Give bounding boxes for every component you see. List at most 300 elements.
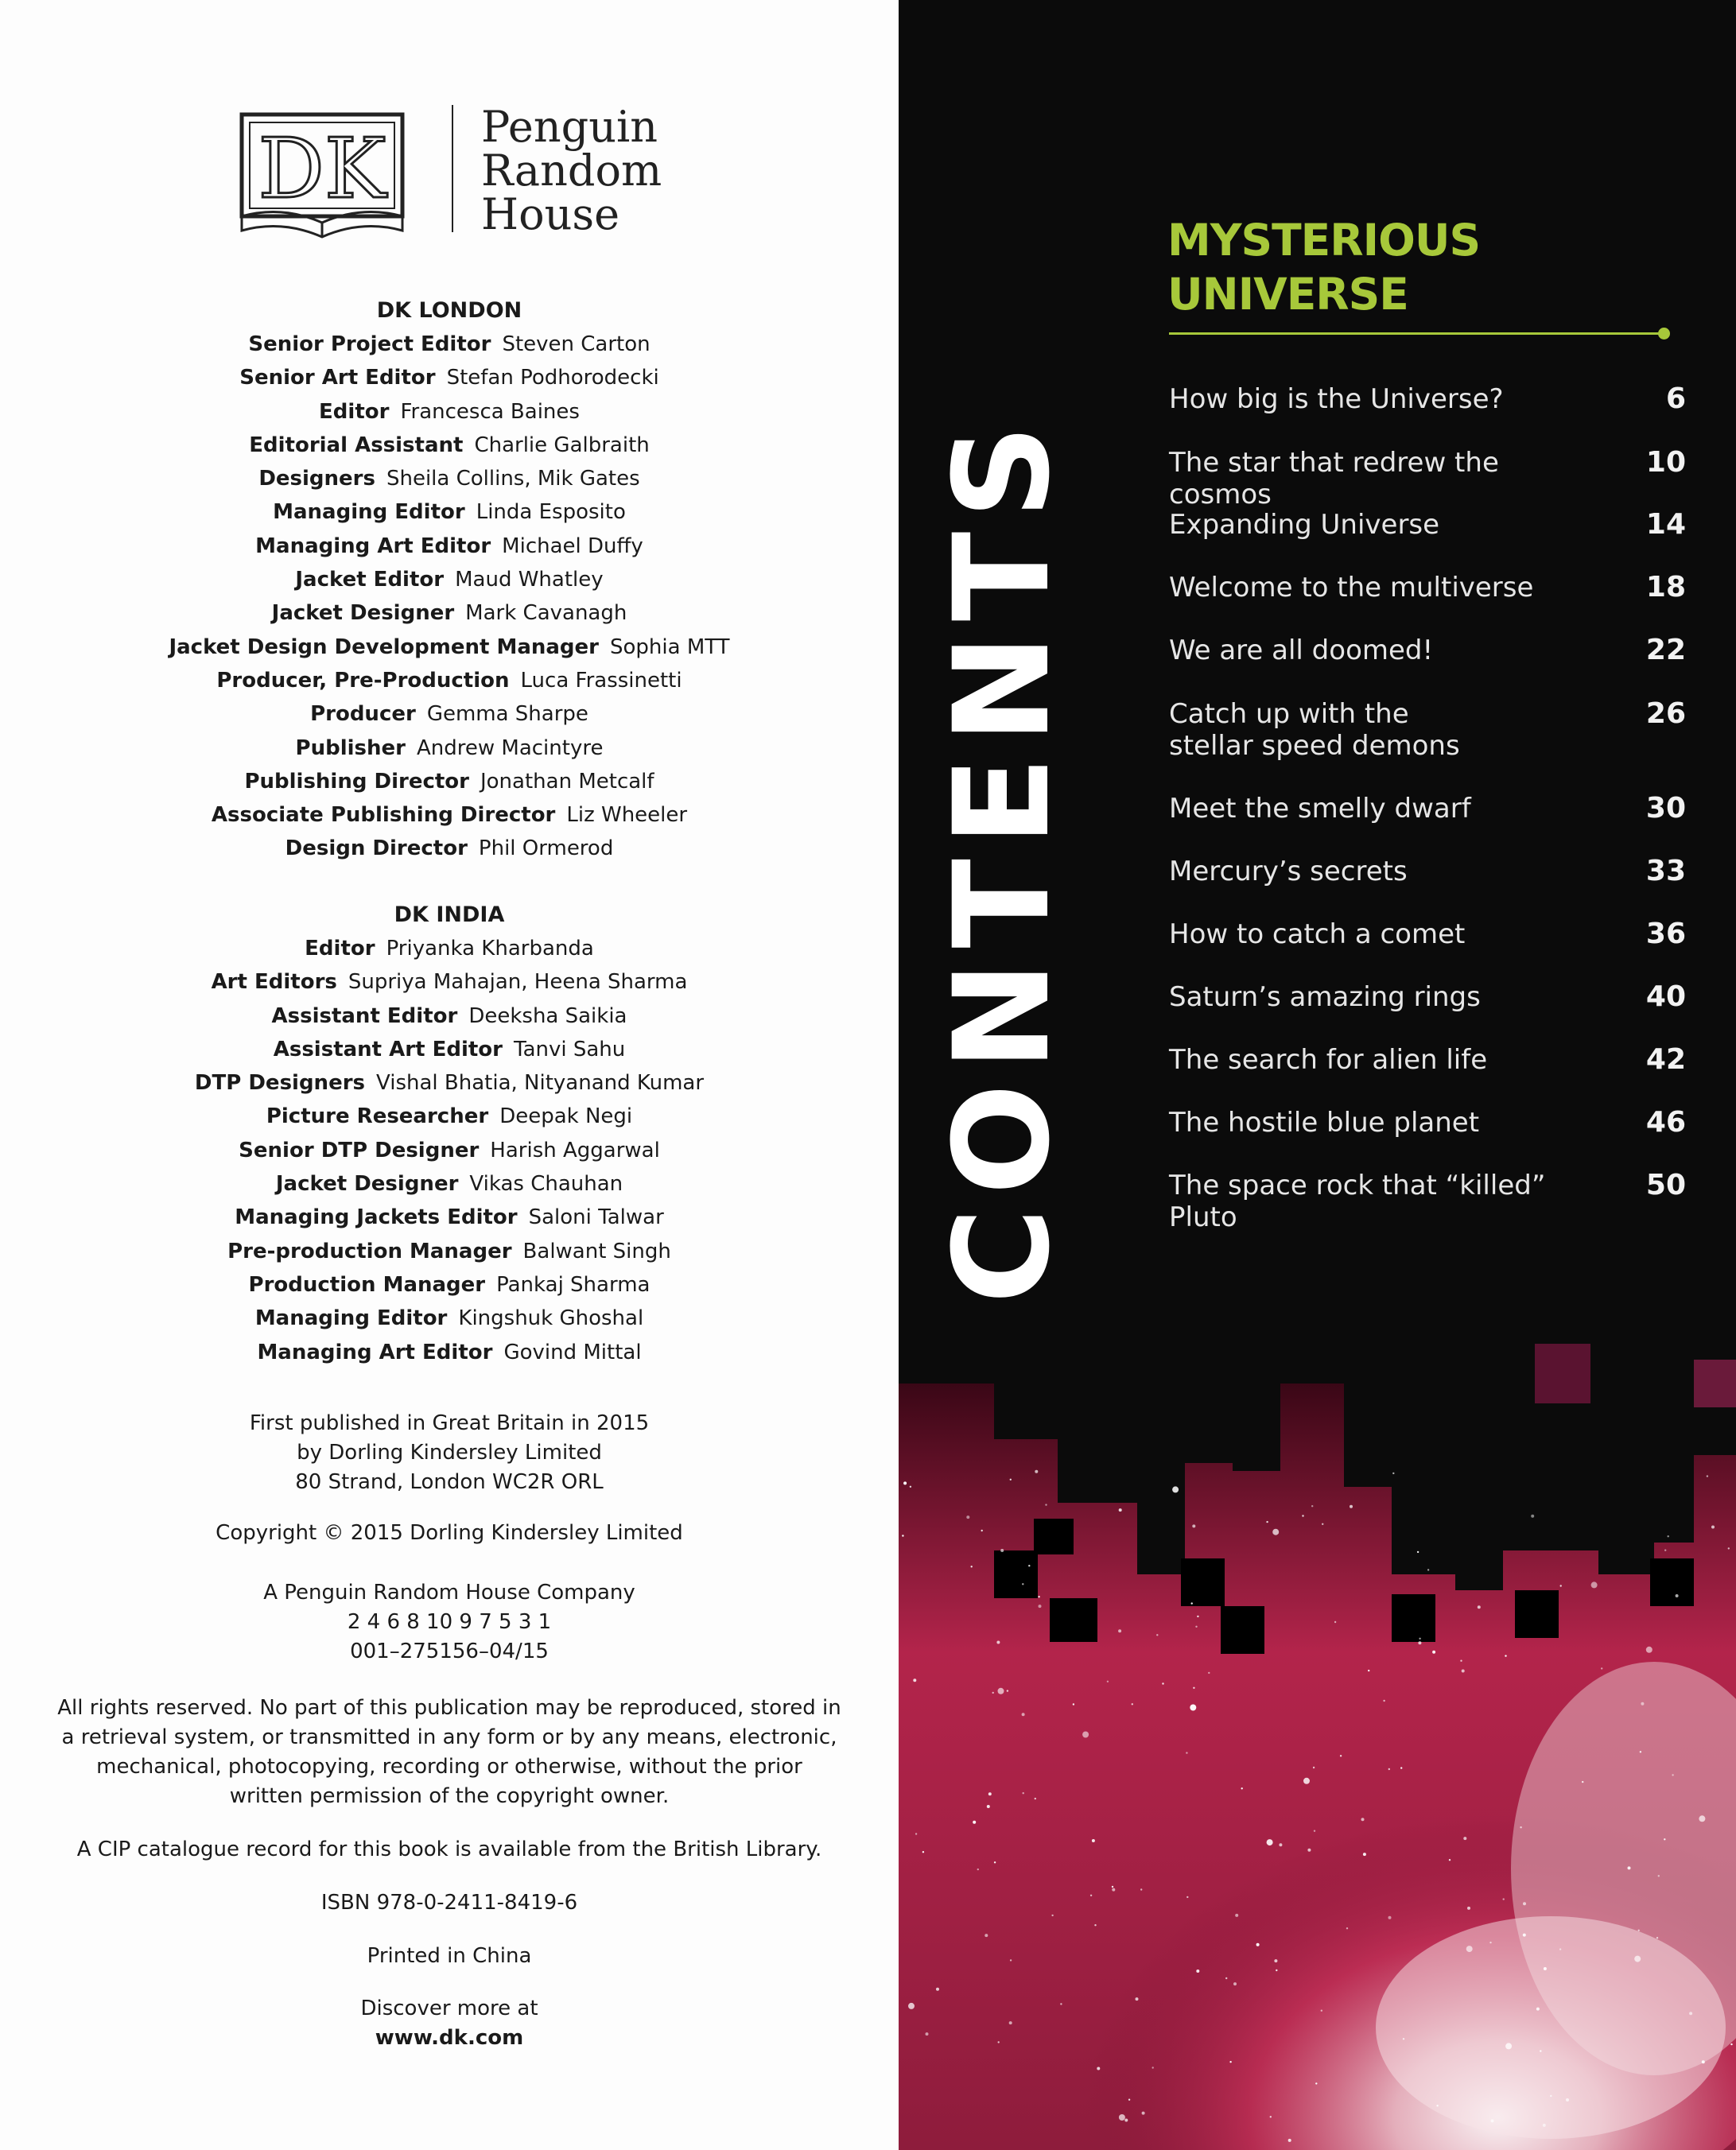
star [1467,1907,1470,1910]
star [996,1641,1000,1644]
star [1274,1959,1277,1962]
credit-role: Design Director [285,836,468,861]
star [1460,1660,1462,1662]
star [1272,1529,1279,1535]
star [1208,1672,1210,1674]
star [998,1688,1004,1694]
credit-role: Designers [258,467,375,491]
star [1090,1895,1092,1896]
dk-book-logo-icon [239,111,406,239]
toc-entry-title: The hostile blue planet [1169,1107,1480,1139]
cip-record [0,1835,899,1865]
toc-entry-title: We are all doomed! [1169,635,1434,666]
credit-role: Art Editors [211,970,337,995]
star [1656,1937,1658,1938]
star [1702,2060,1705,2063]
star [1466,1946,1473,1952]
nebula-image [899,1312,1736,2150]
copyright-line [0,1519,899,1548]
print-run-numbers: 2 4 6 8 10 9 7 5 3 1 [347,1610,552,1634]
star [1193,1687,1194,1689]
credit-role: Managing Art Editor [255,534,491,558]
credit-row [0,1268,899,1302]
credit-role: Jacket Design Development Manager [169,635,599,659]
dk-london-credits [0,294,899,866]
wordmark-line: Penguin [481,102,658,152]
credit-role: Picture Researcher [266,1104,489,1129]
star [1628,1866,1631,1869]
credit-row [0,832,899,865]
star [1658,1875,1660,1876]
credit-role: Assistant Editor [271,1003,458,1028]
star [1417,1551,1419,1553]
star [1400,1767,1402,1768]
text-line: Printed in China [367,1944,532,1968]
star [1664,1550,1666,1551]
toc-entry-title: The star that redrew the cosmos [1169,447,1499,510]
credit-role: Managing Editor [273,500,465,525]
star [985,1934,988,1937]
star [1010,1479,1012,1481]
star [1039,1605,1042,1608]
toc-entry-page-number: 14 [1645,508,1686,541]
star [1368,1670,1369,1671]
credit-row [0,765,899,798]
credit-name: Kingshuk Ghoshal [458,1306,644,1331]
star [1520,1826,1521,1828]
toc-entry-page-number: 30 [1645,792,1686,825]
star [1009,2021,1012,2024]
credits-heading: DK LONDON [376,298,522,323]
star [936,1988,939,1991]
first-published-note [0,1409,899,1497]
credit-name: Jonathan Metcalf [480,769,654,794]
toc-entry-page-number: 33 [1645,855,1686,887]
star [1550,2095,1552,2097]
credit-name: Francesca Baines [400,399,580,424]
star [1028,1565,1030,1566]
star [998,2041,1000,2043]
contents-heading: CONTENTS [926,411,1078,1304]
star [1266,1521,1268,1523]
credit-name: Pankaj Sharma [496,1272,651,1297]
star [1118,1629,1121,1632]
text-line: a retrieval system, or transmitted in any form or by any means, electronic, [61,1725,837,1749]
toc-entry-title: Welcome to the multiverse [1169,572,1534,603]
credit-row [0,395,899,429]
star [1156,1634,1158,1636]
star [1346,1927,1348,1929]
toc-entry-title: How big is the Universe? [1169,383,1504,415]
star [992,1692,994,1694]
credit-name: Govind Mittal [503,1340,642,1364]
logo-divider [452,105,453,232]
star [1388,1916,1392,1919]
star [1136,1997,1139,2001]
toc-entry-title: The space rock that “killed” Pluto [1169,1170,1546,1233]
dk-india-credits [0,898,899,1369]
credit-role: Pre-production Manager [227,1239,512,1263]
star [1463,1837,1466,1840]
star [1128,2099,1130,2101]
star [922,1851,924,1853]
credit-row [0,1302,899,1335]
credit-row [0,361,899,394]
star [966,1515,969,1519]
credit-row [0,429,899,462]
star [915,1833,917,1834]
star [902,1535,903,1536]
star [1392,1473,1394,1474]
star [1699,1815,1705,1822]
star [1152,2067,1154,2068]
credit-row [0,965,899,999]
credit-name: Gemma Sharpe [426,702,588,727]
credit-name: Michael Duffy [502,534,643,558]
credit-role: Managing Art Editor [257,1340,493,1364]
star [1403,2038,1404,2039]
credit-row [0,495,899,529]
star [1045,1504,1047,1505]
star [1192,1524,1195,1527]
star [1225,1977,1227,1979]
star [1303,1778,1310,1784]
star [908,2003,915,2009]
credit-role: Assistant Art Editor [273,1037,503,1061]
star [1314,1830,1315,1832]
star [1334,1621,1336,1623]
star [1544,1967,1547,1970]
star [1383,1700,1385,1702]
star [1267,1839,1273,1845]
isbn [0,1888,899,1918]
credit-row [0,999,899,1033]
credit-row [0,596,899,630]
credit-name: Linda Esposito [476,500,626,525]
credit-row [0,664,899,697]
star [1543,2124,1546,2127]
star [1107,1681,1109,1682]
star [1279,1843,1282,1846]
credit-role: Managing Editor [254,1306,448,1331]
credit-row [0,631,899,664]
toc-entry-page-number: 50 [1645,1169,1686,1201]
star [1531,1515,1534,1518]
star [1172,1486,1179,1492]
star [1711,1526,1715,1529]
star [1124,2119,1128,2122]
text-line: A Penguin Random House Company [263,1581,635,1605]
toc-entry-page-number: 26 [1645,697,1686,730]
credit-row [0,462,899,495]
credit-row [0,697,899,731]
svg-text:DK: DK [258,120,386,217]
credit-role: Senior Project Editor [248,332,491,356]
star [1256,1943,1260,1946]
star [1038,1596,1039,1597]
credit-role: Jacket Designer [275,1172,459,1197]
star [1112,1886,1113,1888]
star [1638,1930,1640,1931]
star [1505,2043,1512,2049]
star [1082,1732,1089,1738]
star [1664,1838,1665,1840]
credit-name: Luca Frassinetti [520,668,682,693]
credits-heading: DK INDIA [394,902,505,927]
star [1363,1853,1366,1856]
section-title-line: MYSTERIOUS [1167,215,1481,266]
toc-entry-page-number: 6 [1665,382,1686,415]
credit-name: Liz Wheeler [566,803,688,828]
catalogue-code: 001–275156–04/15 [350,1640,549,1663]
credit-role: Producer [310,702,416,727]
star [1672,1774,1673,1775]
star [1000,1549,1004,1552]
publisher-logo [239,102,668,240]
credit-role: Jacket Editor [295,568,445,592]
star [971,1566,973,1567]
star [1676,1594,1679,1597]
credit-name: Tanvi Sahu [513,1037,626,1061]
text-line: 80 Strand, London WC2R ORL [295,1470,604,1494]
credit-row [0,1066,899,1100]
rights-statement [0,1694,899,1811]
credit-name: Vikas Chauhan [469,1172,623,1197]
star [1505,1655,1506,1656]
toc-entry-title: Expanding Universe [1169,509,1440,541]
toc-entry-page-number: 10 [1645,446,1686,479]
star [1035,1470,1038,1473]
star [1462,1670,1465,1673]
toc-entry-page-number: 40 [1645,980,1686,1013]
text-line: Discover more at [360,1997,538,2020]
credit-row [0,1033,899,1066]
star [1191,1602,1193,1604]
toc-entry-page-number: 18 [1645,571,1686,603]
credit-name: Deeksha Saikia [468,1003,627,1028]
star [1449,1859,1451,1861]
text-line: written permission of the copyright owner. [229,1784,670,1808]
credit-role: Editor [319,399,390,424]
credit-name: Balwant Singh [522,1239,671,1263]
star [1132,1703,1133,1705]
printed-in [0,1942,899,1971]
star [1162,1682,1163,1684]
credit-role: Editor [305,937,375,961]
credit-row [0,932,899,965]
star [1540,2050,1541,2051]
star [1432,1651,1435,1654]
star [1340,1755,1342,1756]
star [926,2032,929,2036]
star [1073,1703,1074,1705]
credit-name: Vishal Bhatia, Nityanand Kumar [376,1071,705,1096]
star [1350,1505,1353,1508]
star [1436,2105,1438,2106]
star [1559,1948,1561,1950]
toc-entry-title: Saturn’s amazing rings [1169,981,1481,1013]
star [1478,1605,1481,1609]
credit-name: Deepak Negi [499,1104,633,1129]
section-title [1167,213,1480,321]
credit-name: Saloni Talwar [528,1205,664,1230]
credit-name: Supriya Mahajan, Heena Sharma [348,970,688,995]
credit-role: Publishing Director [244,769,469,794]
star [1388,1768,1390,1770]
star [1276,1970,1277,1971]
star [1419,1638,1420,1640]
star [988,1792,992,1795]
star [1668,1535,1669,1537]
star [1060,2003,1062,2004]
star [1427,1569,1429,1570]
credit-role: Production Manager [248,1272,486,1297]
star [1728,1547,1730,1549]
star [1601,1667,1602,1669]
section-title-line: UNIVERSE [1167,269,1408,320]
company-block [0,1578,899,1667]
star [1707,1475,1708,1477]
star [1689,2012,1692,2015]
star [1022,1583,1023,1585]
star [987,1805,990,1808]
star [1322,1523,1323,1525]
star [1489,1942,1491,1943]
star [1566,2098,1569,2101]
text-line: All rights reserved. No part of this publication may be reproduced, stored in [57,1696,841,1720]
credit-row [0,1167,899,1201]
star [1035,1798,1036,1799]
star [1094,1924,1096,1926]
star [1634,1956,1641,1962]
credit-name: Stefan Podhorodecki [446,366,659,390]
star [1302,1515,1303,1516]
star [1418,1641,1421,1644]
star [973,1821,976,1824]
credit-name: Phil Ormerod [478,836,614,861]
star [1503,1898,1505,1900]
credit-name: Andrew Macintyre [416,735,604,760]
star [1730,2043,1732,2045]
credit-row [0,1336,899,1369]
credit-role: Managing Jackets Editor [235,1205,518,1230]
toc-entry-title: Mercury’s secrets [1169,856,1408,887]
credit-name: Sheila Collins, Mik Gates [386,467,640,491]
credit-role: Senior Art Editor [239,366,436,390]
toc-entry-title: Meet the smelly dwarf [1169,793,1471,825]
star [994,1861,996,1863]
star [1241,1787,1243,1789]
star [1007,1690,1008,1691]
credit-row [0,328,899,361]
star [1523,1902,1526,1905]
toc-entry-page-number: 36 [1645,918,1686,950]
credit-role: DTP Designers [194,1071,366,1096]
credit-row [0,1134,899,1167]
star [1192,1705,1194,1706]
credit-row [0,1100,899,1133]
star [1523,1934,1526,1937]
credit-role: Publisher [295,735,406,760]
star [1140,1888,1142,1890]
star [1582,1781,1583,1783]
star [1195,1626,1197,1628]
star [1491,2119,1494,2122]
star [1023,1792,1024,1794]
star [1641,1702,1644,1706]
star [1321,2010,1322,2012]
star [1051,1915,1053,1916]
text-line: mechanical, photocopying, recording or otherwise, without the prior [96,1755,802,1779]
credit-name: Harish Aggarwal [490,1138,660,1162]
website-link[interactable]: www.dk.com [375,2026,524,2050]
credit-row [0,732,899,765]
credit-row [0,563,899,596]
star [1196,1970,1199,1973]
text-line: ISBN 978-0-2411-8419-6 [320,1891,578,1915]
credit-name: Steven Carton [502,332,651,356]
star [1142,2112,1145,2115]
star [1233,1982,1237,1985]
star [1112,1888,1115,1892]
star [1646,1647,1653,1653]
credit-row [0,530,899,563]
star [1186,1752,1187,1753]
toc-entry-page-number: 22 [1645,634,1686,666]
star [1235,1914,1238,1917]
star [1560,1585,1562,1586]
star [1270,2116,1272,2117]
credit-name: Mark Cavanagh [465,601,627,626]
credit-row [0,1235,899,1268]
text-line: First published in Great Britain in 2015 [249,1411,650,1435]
toc-entry-page-number: 42 [1645,1043,1686,1076]
wordmark-line: House [481,189,620,239]
credit-role: Jacket Designer [271,601,455,626]
star [1315,2082,1317,2084]
star [1313,1767,1315,1768]
star [1097,2067,1100,2070]
star [903,1481,907,1484]
star [981,1530,983,1531]
star [1307,1849,1311,1852]
star [1022,1713,1025,1716]
credit-name: Priyanka Kharbanda [386,937,594,961]
discover-more [0,1994,899,2053]
star [977,1869,979,1870]
credit-row [0,1201,899,1234]
star [1186,1896,1188,1898]
toc-entry-page-number: 46 [1645,1106,1686,1139]
star [1229,2061,1231,2063]
toc-entry-title: Catch up with the stellar speed demons [1169,698,1460,762]
toc-entry-title: How to catch a comet [1169,918,1466,950]
credit-role: Editorial Assistant [249,433,464,457]
star [1536,2008,1540,2011]
wordmark-line: Random [481,146,662,196]
section-divider [1169,332,1662,335]
star [910,1486,911,1488]
credit-role: Senior DTP Designer [239,1138,480,1162]
credit-role: Producer, Pre-Production [216,668,510,693]
text-line: Copyright © 2015 Dorling Kindersley Limited [216,1521,683,1545]
text-line: by Dorling Kindersley Limited [297,1441,602,1465]
star [1591,1581,1598,1588]
credit-row [0,798,899,832]
star [1092,1839,1095,1842]
star [913,1678,916,1682]
star [1197,1616,1198,1617]
